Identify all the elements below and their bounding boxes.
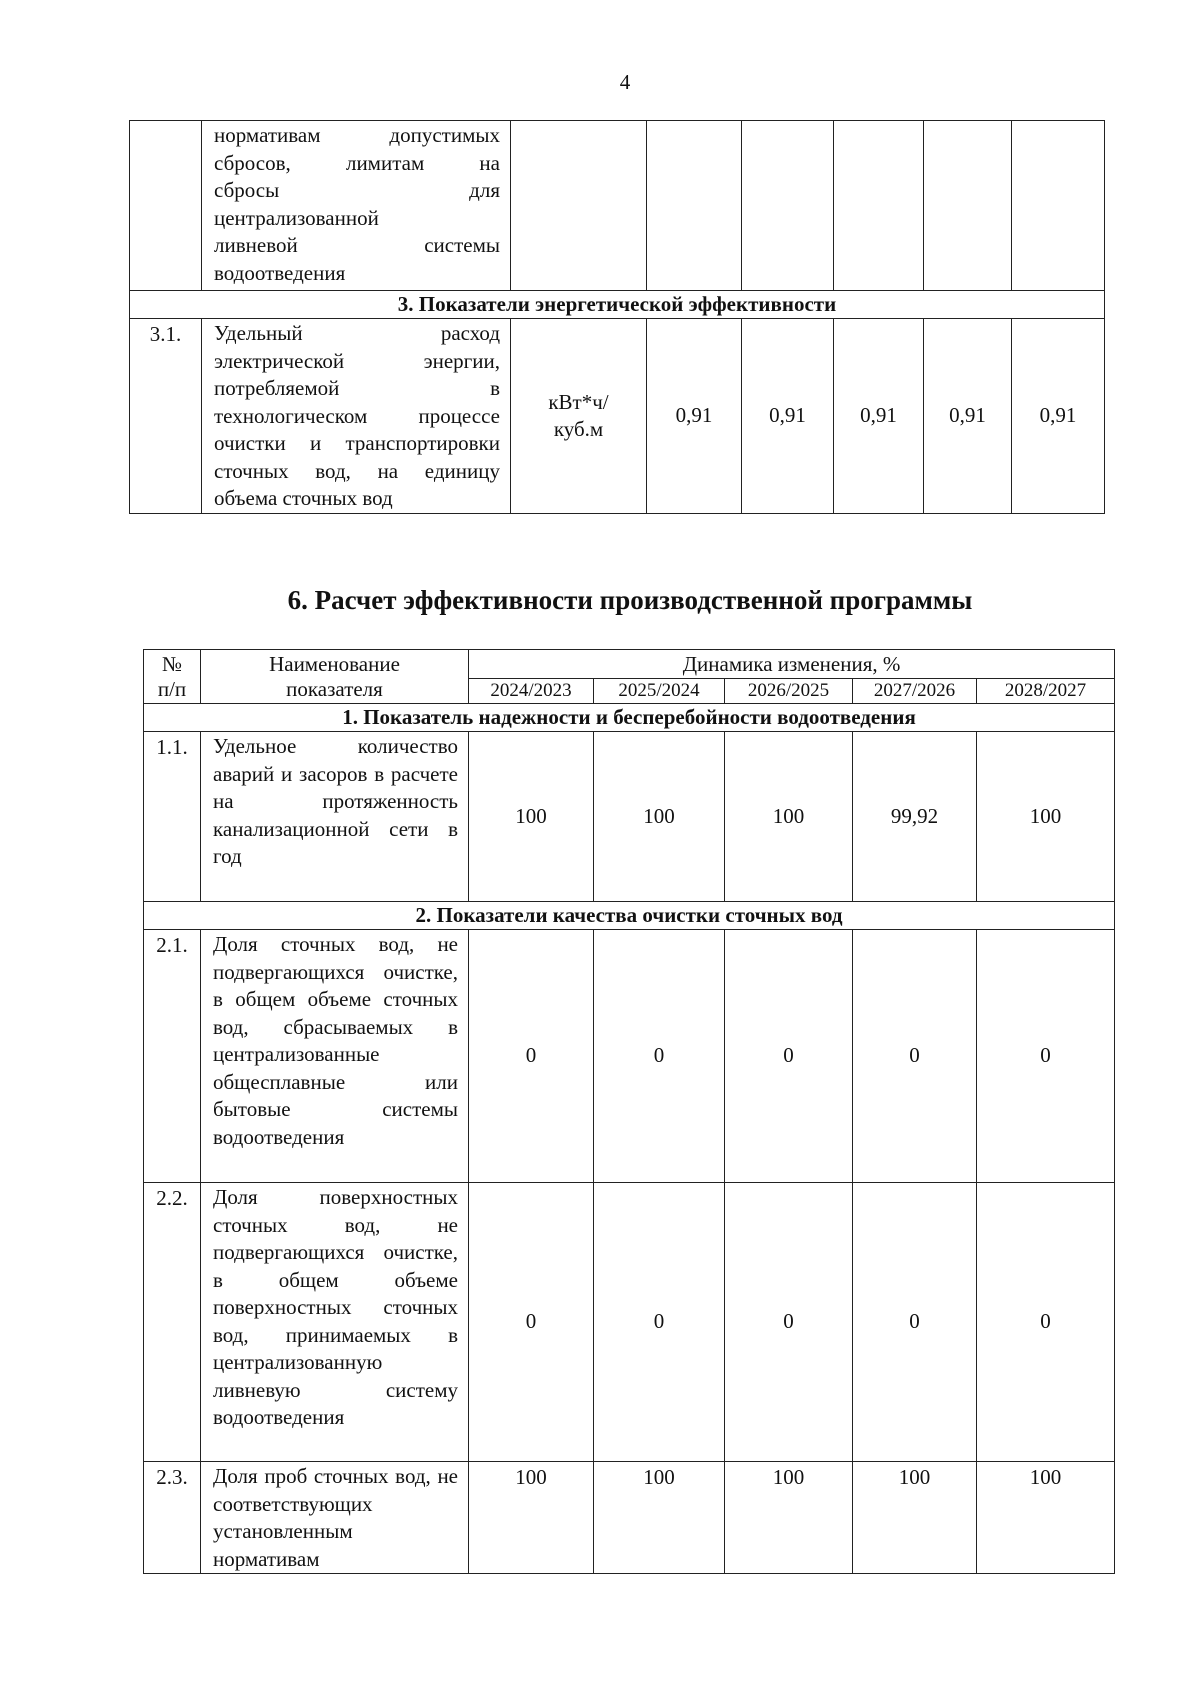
row-name: Доля поверхностных сточных вод, не подвергающихся очистке, в общем объеме поверхностных сточных вод, принимаемых в централизованную ливневую систему водоотведения [201,1183,469,1462]
header-name-line: Наименование [269,651,400,676]
cell-value [742,121,834,291]
efficiency-table [143,649,1115,1574]
header-year: 2027/2026 [853,679,977,704]
value-cell: 0 [853,930,977,1183]
table-row [144,732,1115,902]
value-cell: 99,92 [853,732,977,902]
row-number: 2.2. [144,1183,201,1462]
value-cell: 0,91 [647,319,742,514]
value-cell: 0,91 [924,319,1012,514]
unit-line: куб.м [553,417,604,441]
name-line: водоотведения [214,260,346,285]
value-cell: 0 [594,930,725,1183]
value-cell: 0,91 [834,319,924,514]
header-num [144,650,201,704]
name-line: централизованной [214,205,379,230]
value-cell: 100 [977,1462,1115,1574]
name-line: сбросов, лимитам на [214,150,500,175]
cell-value [834,121,924,291]
header-dynamics: Динамика изменения, % [469,650,1115,679]
value-cell: 100 [725,732,853,902]
value-cell: 100 [725,1462,853,1574]
table-row [144,1183,1115,1462]
page-number: 4 [619,70,631,94]
cell-value [924,121,1012,291]
value-cell: 0 [469,930,594,1183]
value-cell: 100 [977,732,1115,902]
name-line: сбросы для [214,178,500,202]
header-num-line: п/п [157,676,187,701]
indicators-table-continued [129,120,1105,514]
header-year: 2025/2024 [594,679,725,704]
row-name: Доля проб сточных вод, не соответствующих установленным нормативам [201,1462,469,1574]
section2-title: 2. Показатели качества очистки сточных вод [144,902,1115,930]
cell-num [130,121,202,291]
header-year: 2024/2023 [469,679,594,704]
value-cell: 100 [594,732,725,902]
table-row [130,121,1105,291]
header-row [144,650,1115,679]
row-number: 2.1. [144,930,201,1183]
cell-name [202,121,511,291]
value-cell: 100 [469,1462,594,1574]
cell-unit [511,121,647,291]
value-cell: 0,91 [742,319,834,514]
cell-value [1012,121,1105,291]
value-cell: 0 [977,930,1115,1183]
section-row [130,291,1105,319]
value-cell: 0 [725,1183,853,1462]
name-line: нормативам допустимых [214,123,500,147]
table-row [144,930,1115,1183]
table-row [144,1462,1115,1574]
section3-title: 3. Показатели энергетической эффективности [130,291,1105,319]
section-heading: 6. Расчет эффективности производственной программы [287,585,973,615]
value-cell: 100 [594,1462,725,1574]
row-number: 2.3. [144,1462,201,1574]
value-cell: 0 [469,1183,594,1462]
row-name: Удельное количество аварий и засоров в расчете на протяженность канализационной сети в год [201,732,469,902]
section-row [144,704,1115,732]
row-name: Удельный расход электрической энергии, потребляемой в технологическом процессе очистки и транспортировки сточных вод, на единицу объема сточных вод [202,319,511,514]
unit-line: кВт*ч/ [548,389,609,414]
header-year: 2026/2025 [725,679,853,704]
header-num-line: № [161,651,183,676]
value-cell: 0 [725,930,853,1183]
section-row [144,902,1115,930]
row-name: Доля сточных вод, не подвергающихся очистке, в общем объеме сточных вод, сбрасываемых в централизованные общесплавные или бытовые системы водоотведения [201,930,469,1183]
header-name [201,650,469,704]
value-cell: 100 [853,1462,977,1574]
value-cell: 0 [853,1183,977,1462]
row-number: 1.1. [144,732,201,902]
header-name-line: показателя [286,676,383,701]
header-year: 2028/2027 [977,679,1115,704]
unit-cell [511,319,647,514]
value-cell: 100 [469,732,594,902]
name-line: ливневой системы [214,233,500,257]
section1-title: 1. Показатель надежности и бесперебойности водоотведения [144,704,1115,732]
cell-value [647,121,742,291]
table-row [130,319,1105,514]
row-number: 3.1. [130,319,202,514]
value-cell: 0 [594,1183,725,1462]
value-cell: 0,91 [1012,319,1105,514]
value-cell: 0 [977,1183,1115,1462]
